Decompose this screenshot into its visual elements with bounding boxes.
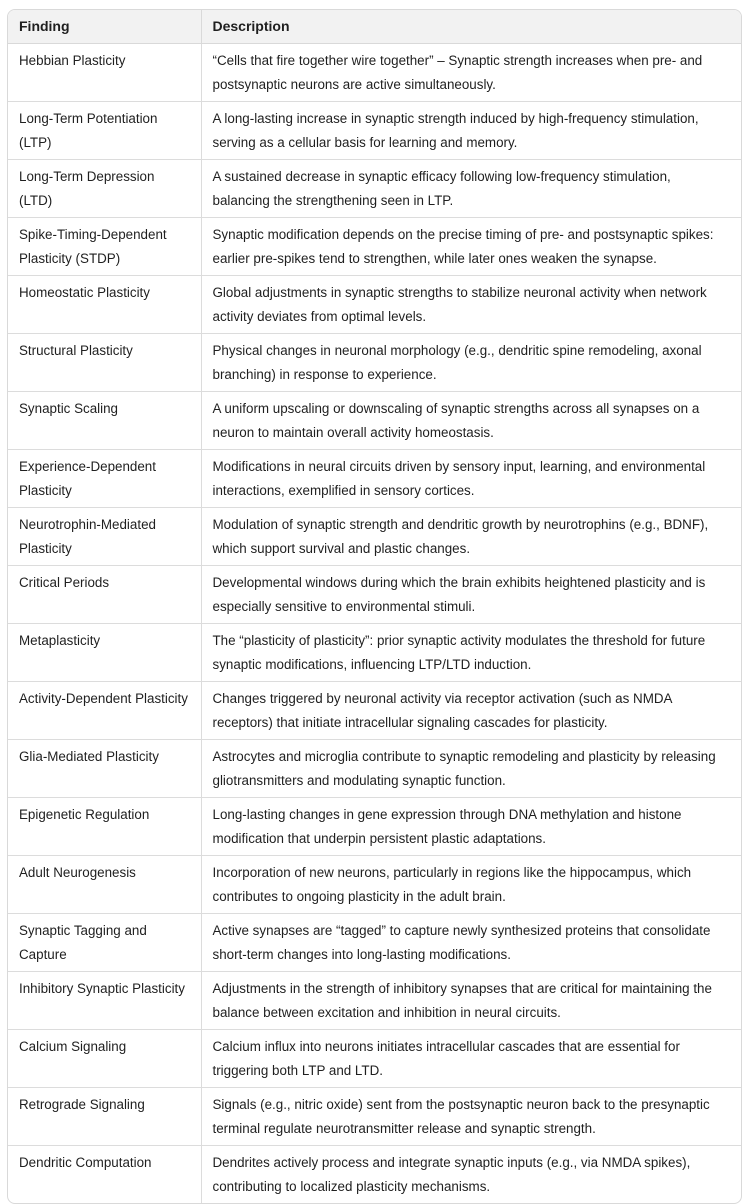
table-row <box>8 565 741 623</box>
table-row <box>8 43 741 101</box>
description-cell: A long-lasting increase in synaptic strength induced by high-frequency stimulation, serving as a cellular basis for learning and memory. <box>201 101 741 159</box>
finding-cell: Structural Plasticity <box>8 333 201 391</box>
table-header <box>8 10 741 43</box>
finding-cell: Experience-Dependent Plasticity <box>8 449 201 507</box>
table-body <box>8 43 741 1203</box>
finding-cell: Inhibitory Synaptic Plasticity <box>8 971 201 1029</box>
table-row <box>8 391 741 449</box>
description-cell: Signals (e.g., nitric oxide) sent from the postsynaptic neuron back to the presynaptic terminal regulate neurotransmitter release and synaptic strength. <box>201 1087 741 1145</box>
description-cell: Modulation of synaptic strength and dendritic growth by neurotrophins (e.g., BDNF), which support survival and plastic changes. <box>201 507 741 565</box>
finding-cell: Dendritic Computation <box>8 1145 201 1203</box>
description-cell: A uniform upscaling or downscaling of synaptic strengths across all synapses on a neuron to maintain overall activity homeostasis. <box>201 391 741 449</box>
findings-table <box>8 10 741 1203</box>
table-row <box>8 623 741 681</box>
finding-cell: Synaptic Tagging and Capture <box>8 913 201 971</box>
description-cell: “Cells that fire together wire together” – Synaptic strength increases when pre- and postsynaptic neurons are active simultaneously. <box>201 43 741 101</box>
finding-cell: Calcium Signaling <box>8 1029 201 1087</box>
finding-cell: Long-Term Depression (LTD) <box>8 159 201 217</box>
header-finding: Finding <box>8 10 201 43</box>
header-row <box>8 10 741 43</box>
table-row <box>8 1145 741 1203</box>
finding-cell: Adult Neurogenesis <box>8 855 201 913</box>
description-cell: The “plasticity of plasticity”: prior synaptic activity modulates the threshold for future synaptic modifications, influencing LTP/LTD induction. <box>201 623 741 681</box>
description-cell: Synaptic modification depends on the precise timing of pre- and postsynaptic spikes: earlier pre-spikes tend to strengthen, while later ones weaken the synapse. <box>201 217 741 275</box>
description-cell: Astrocytes and microglia contribute to synaptic remodeling and plasticity by releasing gliotransmitters and modulating synaptic function. <box>201 739 741 797</box>
table-row <box>8 217 741 275</box>
table-row <box>8 739 741 797</box>
table-row <box>8 159 741 217</box>
table-row <box>8 333 741 391</box>
description-cell: Calcium influx into neurons initiates intracellular cascades that are essential for triggering both LTP and LTD. <box>201 1029 741 1087</box>
table-row <box>8 913 741 971</box>
finding-cell: Spike-Timing-Dependent Plasticity (STDP) <box>8 217 201 275</box>
description-cell: Active synapses are “tagged” to capture newly synthesized proteins that consolidate short-term changes into long-lasting modifications. <box>201 913 741 971</box>
description-cell: A sustained decrease in synaptic efficacy following low-frequency stimulation, balancing the strengthening seen in LTP. <box>201 159 741 217</box>
table-row <box>8 971 741 1029</box>
table-row <box>8 1087 741 1145</box>
table-row <box>8 275 741 333</box>
table-row <box>8 681 741 739</box>
finding-cell: Critical Periods <box>8 565 201 623</box>
finding-cell: Hebbian Plasticity <box>19 52 126 68</box>
finding-cell: Activity-Dependent Plasticity <box>8 681 201 739</box>
description-cell: Long-lasting changes in gene expression through DNA methylation and histone modification that underpin persistent plastic adaptations. <box>201 797 741 855</box>
description-cell: Physical changes in neuronal morphology (e.g., dendritic spine remodeling, axonal branching) in response to experience. <box>201 333 741 391</box>
table-row <box>8 449 741 507</box>
finding-cell: Homeostatic Plasticity <box>8 275 201 333</box>
table-row <box>8 1029 741 1087</box>
finding-cell: Synaptic Scaling <box>8 391 201 449</box>
finding-cell: Metaplasticity <box>8 623 201 681</box>
finding-cell: Glia-Mediated Plasticity <box>8 739 201 797</box>
table-row <box>8 855 741 913</box>
finding-cell: Retrograde Signaling <box>8 1087 201 1145</box>
description-cell: Adjustments in the strength of inhibitory synapses that are critical for maintaining the balance between excitation and inhibition in neural circuits. <box>201 971 741 1029</box>
finding-cell: Long-Term Potentiation (LTP) <box>8 101 201 159</box>
table-row <box>8 507 741 565</box>
header-description: Description <box>201 10 741 43</box>
description-cell: Modifications in neural circuits driven by sensory input, learning, and environmental interactions, exemplified in sensory cortices. <box>201 449 741 507</box>
description-cell: Developmental windows during which the brain exhibits heightened plasticity and is especially sensitive to environmental stimuli. <box>201 565 741 623</box>
findings-table-container <box>7 9 742 1204</box>
table-row <box>8 101 741 159</box>
table-row <box>8 797 741 855</box>
description-cell: Dendrites actively process and integrate synaptic inputs (e.g., via NMDA spikes), contributing to localized plasticity mechanisms. <box>201 1145 741 1203</box>
description-cell: Global adjustments in synaptic strengths to stabilize neuronal activity when network activity deviates from optimal levels. <box>201 275 741 333</box>
finding-cell: Epigenetic Regulation <box>8 797 201 855</box>
description-cell: Changes triggered by neuronal activity via receptor activation (such as NMDA receptors) that initiate intracellular signaling cascades for plasticity. <box>201 681 741 739</box>
description-cell: Incorporation of new neurons, particularly in regions like the hippocampus, which contributes to ongoing plasticity in the adult brain. <box>201 855 741 913</box>
finding-cell: Neurotrophin-Mediated Plasticity <box>8 507 201 565</box>
